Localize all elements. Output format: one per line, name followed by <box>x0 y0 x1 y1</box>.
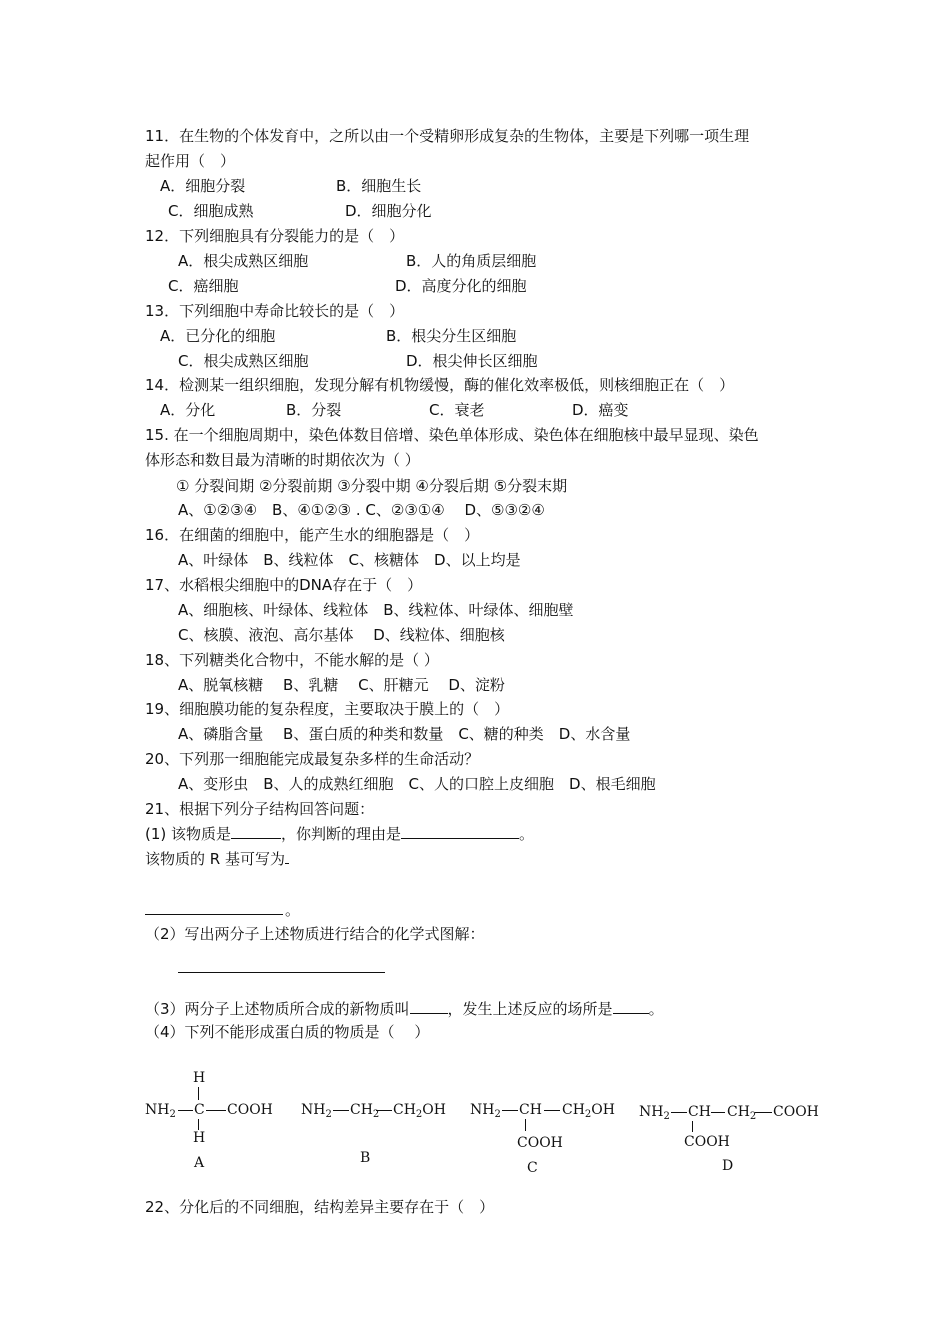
q21-part2: （2）写出两分子上述物质进行结合的化学式图解： <box>145 925 485 943</box>
q15-stem-line1: 15. 在一个细胞周期中，染色体数目倍增、染色单体形成、染色体在细胞核中最早显现、染色 <box>145 426 759 444</box>
q21-blank-r-group[interactable] <box>145 914 283 915</box>
q18-options: A、脱氧核糖 B、乳糖 C、肝糖元 D、淀粉 <box>178 676 505 694</box>
q11-stem-line1: 11．在生物的个体发育中，之所以由一个受精卵形成复杂的生物体，主要是下列哪一项生理 <box>145 127 750 145</box>
structure-d-bond-2 <box>711 1112 725 1113</box>
q21-part1-text-a: (1) 该物质是 <box>145 825 232 843</box>
structure-d-cooh: COOH <box>684 1134 730 1150</box>
q15-phases: ① 分裂间期 ②分裂前期 ③分裂中期 ④分裂后期 ⑤分裂末期 <box>176 477 568 495</box>
q14-option-a: A．分化 <box>160 401 216 419</box>
q12-option-d: D．高度分化的细胞 <box>395 277 527 295</box>
structure-d-nh2: $NH_2$ <box>639 1104 670 1122</box>
structure-d-cooh-end: COOH <box>773 1104 819 1120</box>
q21-part4: （4）下列不能形成蛋白质的物质是（ ） <box>145 1023 430 1041</box>
q21-part3-text-c: 。 <box>648 1000 664 1018</box>
structure-a-bottom-h: H <box>193 1130 206 1146</box>
q13-option-b: B．根尖分生区细胞 <box>386 327 517 345</box>
q21-part1-text-b: ，你判断的理由是 <box>281 825 402 843</box>
q20-options: A、变形虫 B、人的成熟红细胞 C、人的口腔上皮细胞 D、根毛细胞 <box>178 775 656 793</box>
structure-c-label: C <box>527 1160 538 1176</box>
q21-r-group-text: 该物质的 R 基可写为 <box>145 850 285 868</box>
structure-c-bond-2 <box>544 1110 560 1111</box>
structure-d-ch: CH <box>688 1104 711 1120</box>
structure-b-label: B <box>360 1150 371 1166</box>
q21-blank-substance[interactable] <box>231 823 281 839</box>
q21-part1-text-c: 。 <box>519 825 535 843</box>
q12-option-a: A．根尖成熟区细胞 <box>178 252 309 270</box>
structure-c-cooh: COOH <box>517 1135 563 1151</box>
q21-blank-equation[interactable] <box>178 972 385 973</box>
structure-a-cooh: COOH <box>227 1102 273 1118</box>
q14-option-b: B．分裂 <box>286 401 342 419</box>
q12-option-b: B．人的角质层细胞 <box>406 252 537 270</box>
structure-a-bond-right <box>206 1110 226 1111</box>
q15-stem-line2: 体形态和数目最为清晰的时期依次为（ ） <box>145 451 420 469</box>
structure-c-ch2-oh: $CH_2OH$ <box>562 1102 615 1120</box>
structure-a-bond-top <box>198 1087 199 1100</box>
q17-options-line1: A、细胞核、叶绿体、线粒体 B、线粒体、叶绿体、细胞壁 <box>178 601 574 619</box>
q11-option-b: B．细胞生长 <box>336 177 422 195</box>
q19-options: A、磷脂含量 B、蛋白质的种类和数量 C、糖的种类 D、水含量 <box>178 725 631 743</box>
structure-d-bond-1 <box>671 1112 687 1113</box>
q21-blank-site[interactable] <box>613 998 649 1014</box>
q16-stem: 16．在细菌的细胞中，能产生水的细胞器是（ ） <box>145 526 480 544</box>
q14-stem: 14．检测某一组织细胞，发现分解有机物缓慢，酶的催化效率极低，则核细胞正在（ ） <box>145 376 735 394</box>
q19-stem: 19、细胞膜功能的复杂程度，主要取决于膜上的（ ） <box>145 700 510 718</box>
q21-r-group-end: 。 <box>285 901 301 919</box>
q12-option-c: C．癌细胞 <box>168 277 239 295</box>
q21-part1-r-group <box>145 848 289 869</box>
structure-d-ch2: $CH_2$ <box>727 1104 757 1122</box>
q21-blank-product[interactable] <box>410 998 448 1014</box>
structure-c-bond-down <box>525 1119 526 1131</box>
q21-r-group-mark <box>285 848 289 864</box>
q14-option-d: D．癌变 <box>572 401 629 419</box>
structure-d-label: D <box>722 1158 734 1174</box>
structure-b-bond-2 <box>376 1110 392 1111</box>
q17-options-line2: C、核膜、液泡、高尔基体 D、线粒体、细胞核 <box>178 626 505 644</box>
structure-a-c: C <box>194 1102 205 1118</box>
structure-d-bond-down <box>692 1121 693 1132</box>
q15-options: A、①②③④ B、④①②③ . C、②③①④ D、⑤③②④ <box>178 501 545 519</box>
q11-stem-line2: 起作用（ ） <box>145 152 236 170</box>
q21-blank-reason[interactable] <box>401 823 519 839</box>
structure-c-ch: CH <box>519 1102 542 1118</box>
structure-c-bond-1 <box>502 1110 518 1111</box>
q14-option-c: C．衰老 <box>429 401 485 419</box>
structure-d-bond-3 <box>755 1112 772 1113</box>
q13-stem: 13．下列细胞中寿命比较长的是（ ） <box>145 302 405 320</box>
q11-option-d: D．细胞分化 <box>345 202 432 220</box>
q21-part3-text-b: ，发生上述反应的场所是 <box>447 1000 613 1018</box>
structure-a-label: A <box>194 1155 205 1171</box>
structure-c-nh2: $NH_2$ <box>470 1102 501 1120</box>
q16-options: A、叶绿体 B、线粒体 C、核糖体 D、以上均是 <box>178 551 521 569</box>
structure-a-nh2: $NH_2$ <box>145 1102 176 1120</box>
q13-option-d: D．根尖伸长区细胞 <box>406 352 538 370</box>
q20-stem: 20、下列那一细胞能完成最复杂多样的生命活动？ <box>145 750 480 768</box>
q21-part1 <box>145 823 534 844</box>
structure-b-ch2-oh: $CH_2OH$ <box>393 1102 446 1120</box>
q13-option-a: A．已分化的细胞 <box>160 327 276 345</box>
structure-a-bond-left <box>178 1110 193 1111</box>
structure-b-ch2-a: $CH_2$ <box>350 1102 380 1120</box>
q21-part3-text-a: （3）两分子上述物质所合成的新物质叫 <box>145 1000 410 1018</box>
q18-stem: 18、下列糖类化合物中，不能水解的是（ ） <box>145 651 439 669</box>
structure-a-top-h: H <box>193 1070 206 1086</box>
structure-b-bond-1 <box>333 1110 349 1111</box>
q11-option-c: C．细胞成熟 <box>168 202 254 220</box>
q21-part3 <box>145 998 664 1019</box>
structure-b-nh2: $NH_2$ <box>301 1102 332 1120</box>
q13-option-c: C．根尖成熟区细胞 <box>178 352 309 370</box>
q22-stem: 22、分化后的不同细胞，结构差异主要存在于（ ） <box>145 1198 495 1216</box>
q12-stem: 12．下列细胞具有分裂能力的是（ ） <box>145 227 405 245</box>
q21-stem: 21、根据下列分子结构回答问题： <box>145 800 375 818</box>
structure-a-bond-bottom <box>198 1119 199 1130</box>
q17-stem: 17、水稻根尖细胞中的DNA存在于（ ） <box>145 576 423 594</box>
q11-option-a: A．细胞分裂 <box>160 177 246 195</box>
